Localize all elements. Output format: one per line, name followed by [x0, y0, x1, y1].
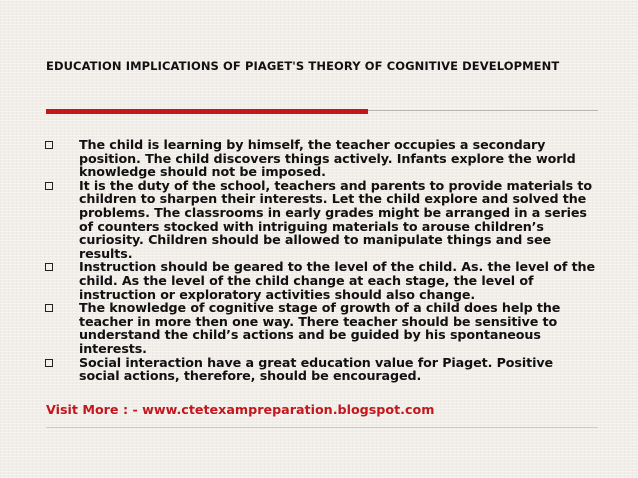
slide-title: EDUCATION IMPLICATIONS OF PIAGET'S THEORY OF COGNITIVE DEVELOPMENT — [46, 59, 560, 73]
bullet-text: The knowledge of cognitive stage of growth of a child does help the teacher in more then one way. There teacher should be sensitive to understand the child’s actions and be guided by his spontaneous interests. — [79, 300, 561, 356]
title-accent-bar — [46, 109, 368, 114]
bottom-divider — [46, 427, 598, 428]
bullet-item — [44, 260, 596, 301]
visit-more-link[interactable]: Visit More : - www.ctetexampreparation.blogspot.com — [46, 402, 435, 417]
bullet-list — [44, 138, 596, 383]
bullet-item — [44, 356, 596, 383]
bullet-item — [44, 179, 596, 261]
square-bullet-icon — [45, 182, 53, 190]
bullet-item — [44, 301, 596, 355]
square-bullet-icon — [45, 141, 53, 149]
square-bullet-icon — [45, 263, 53, 271]
bullet-text: The child is learning by himself, the teacher occupies a secondary position. The child discovers things actively. Infants explore the world knowledge should not be imposed. — [79, 137, 576, 180]
bullet-text: Social interaction have a great education value for Piaget. Positive social actions, therefore, should be encouraged. — [79, 354, 554, 384]
bullet-item — [44, 138, 596, 179]
square-bullet-icon — [45, 304, 53, 312]
square-bullet-icon — [45, 359, 53, 367]
bullet-text: Instruction should be geared to the level of the child. As. the level of the child. As the level of the child change at each stage, the level of instruction or exploratory activities should also change. — [79, 259, 595, 302]
bullet-text: It is the duty of the school, teachers and parents to provide materials to children to sharpen their interests. Let the child explore and solved the problems. The classrooms in early grades might be arranged in a series of counters stocked with intriguing materials to arouse children’s curiosity. Children should be allowed to manipulate things and see results. — [79, 177, 592, 261]
